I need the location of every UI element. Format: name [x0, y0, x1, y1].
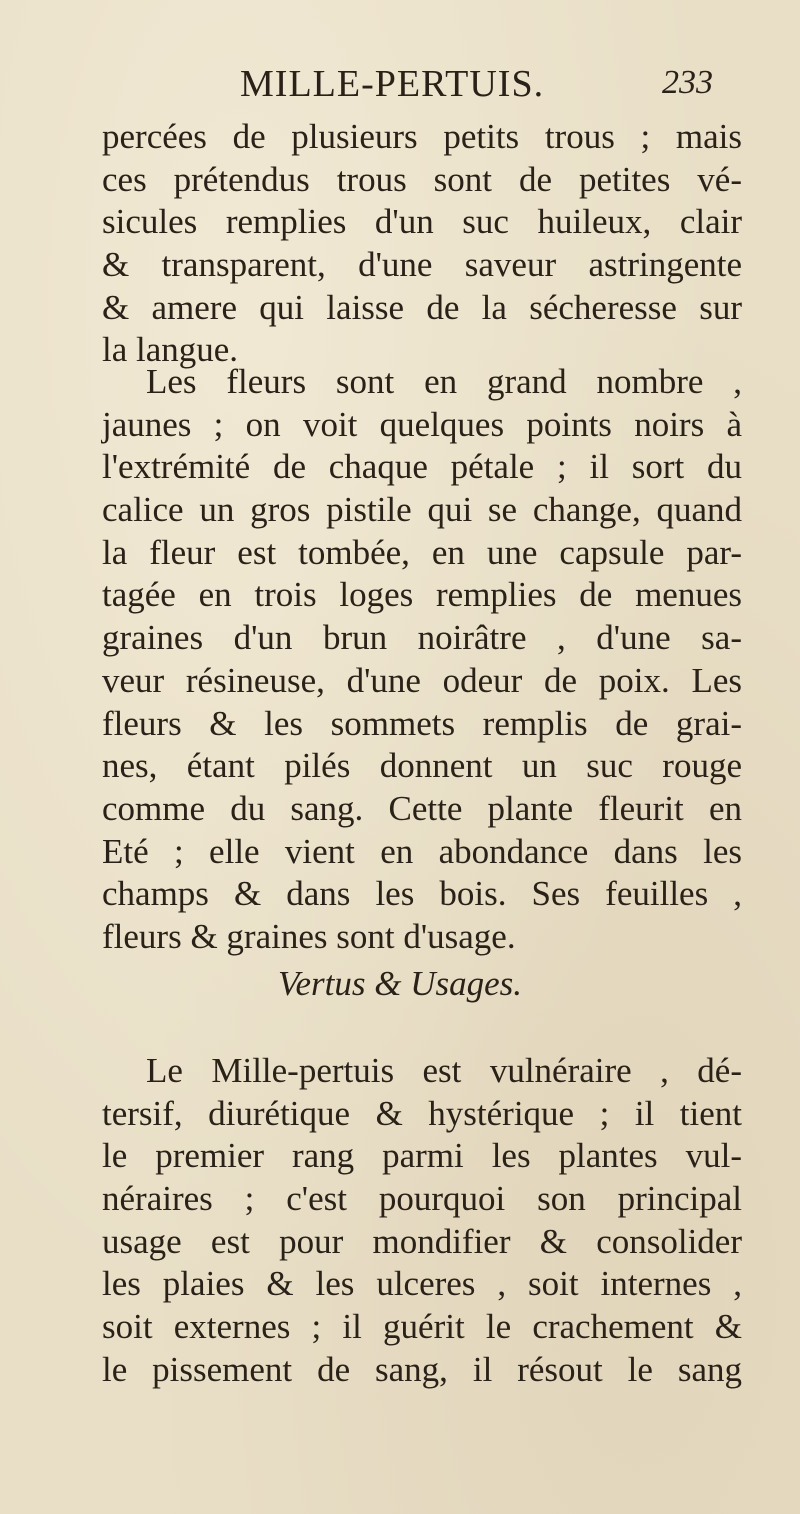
text-line: calice un gros pistile qui se change, quand	[102, 490, 742, 530]
text-line: ces prétendus trous sont de petites vé-	[102, 159, 742, 199]
text-line: le pissement de sang, il résout le sang	[102, 1349, 742, 1389]
text-line: la langue.	[102, 330, 239, 370]
page-header	[0, 62, 800, 112]
text-line: les plaies & les ulceres , soit internes ,	[102, 1264, 742, 1304]
text-line: le premier rang parmi les plantes vul-	[102, 1136, 742, 1176]
text-line: & amere qui laisse de la sécheresse sur	[102, 287, 742, 327]
text-line: & transparent, d'une saveur astringente	[102, 245, 742, 285]
running-head: MILLE-PERTUIS.	[240, 63, 545, 105]
text-line: Les fleurs sont en grand nombre ,	[146, 362, 742, 401]
text-line: la fleur est tombée, en une capsule par-	[102, 532, 742, 572]
text-line: jaunes ; on voit quelques points noirs à	[102, 404, 742, 444]
text-line: Le Mille-pertuis est vulnéraire , dé-	[146, 1051, 742, 1090]
paragraph-description	[102, 116, 742, 372]
text-line: usage est pour mondifier & consolider	[102, 1221, 742, 1261]
text-line: sicules remplies d'un suc huileux, clair	[102, 202, 742, 242]
text-line: nes, étant pilés donnent un suc rouge	[102, 746, 742, 786]
text-line: percées de plusieurs petits trous ; mais	[102, 117, 742, 156]
paragraph-virtues	[102, 1050, 742, 1392]
text-line: l'extrémité de chaque pétale ; il sort du	[102, 447, 742, 487]
text-line: tersif, diurétique & hystérique ; il tient	[102, 1093, 742, 1133]
text-line: fleurs & graines sont d'usage.	[102, 916, 516, 956]
text-line: Eté ; elle vient en abondance dans les	[102, 831, 742, 871]
text-line: soit externes ; il guérit le crachement &	[102, 1307, 742, 1347]
text-line: graines d'un brun noirâtre , d'une sa-	[102, 618, 742, 658]
page-number: 233	[662, 64, 713, 101]
text-line: comme du sang. Cette plante fleurit en	[102, 788, 742, 828]
paragraph-flowers	[102, 361, 742, 959]
text-line: néraires ; c'est pourquoi son principal	[102, 1179, 742, 1219]
section-subheading: Vertus & Usages.	[277, 964, 523, 1003]
text-line: veur résineuse, d'une odeur de poix. Les	[102, 660, 742, 700]
text-line: tagée en trois loges remplies de menues	[102, 575, 742, 615]
text-line: fleurs & les sommets remplis de grai-	[102, 703, 742, 743]
text-line: champs & dans les bois. Ses feuilles ,	[102, 874, 742, 914]
